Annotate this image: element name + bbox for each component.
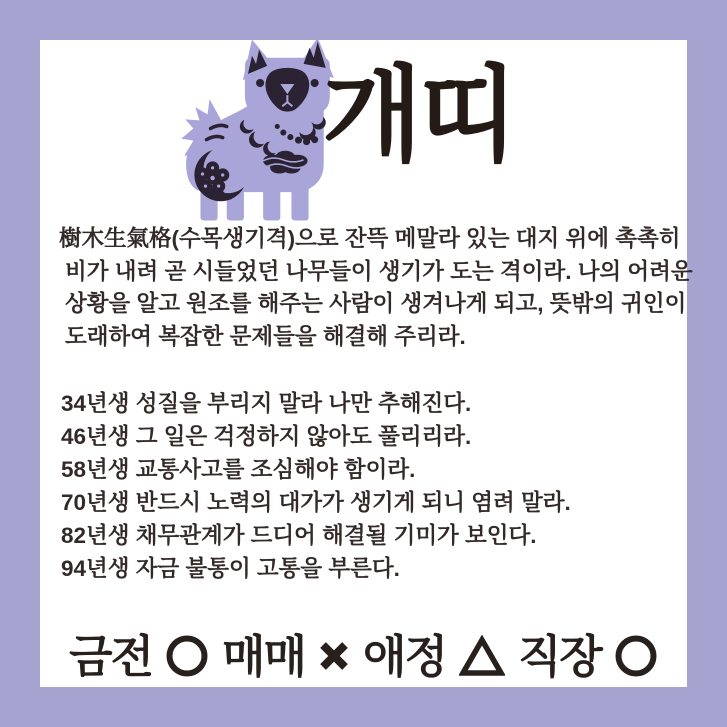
year-fortune-line: 70년생 반드시 노력의 대가가 생기게 되니 염려 말라. — [61, 490, 571, 515]
year-fortune-line: 82년생 채무관계가 드디어 해결될 기미가 보인다. — [61, 523, 537, 548]
verdict-label-love: 애정 — [363, 630, 446, 682]
intro-line: 상황을 알고 원조를 해주는 사람이 생겨나게 되고, 뜻밖의 귀인이 — [65, 291, 687, 316]
intro-line: 樹木生氣格(수목생기격)으로 잔뜩 메말라 있는 대지 위에 촉촉히 — [59, 226, 681, 251]
verdict-row — [40, 618, 687, 694]
zodiac-card — [40, 40, 693, 687]
dog-zodiac-illustration — [156, 35, 348, 223]
cross-icon — [318, 640, 350, 672]
intro-line: 비가 내려 곧 시들었던 나무들이 생기가 도는 격이라. 나의 어려운 — [65, 258, 693, 284]
dog-eye-right — [311, 79, 319, 87]
triangle-icon — [459, 635, 505, 677]
intro-line: 도래하여 복잡한 문제들을 해결해 주리라. — [65, 323, 466, 349]
year-fortune-list — [61, 387, 673, 585]
dog-eye-left — [256, 79, 264, 87]
verdict-label-trade: 매매 — [222, 630, 305, 682]
intro-paragraph — [59, 223, 693, 353]
year-fortune-line: 46년생 그 일은 걱정하지 않아도 풀리리라. — [61, 424, 472, 449]
circle-icon — [614, 634, 658, 678]
page-title: 개띠 — [322, 58, 515, 174]
year-fortune-line: 58년생 교통사고를 조심해야 함이라. — [61, 457, 416, 482]
year-fortune-line: 94년생 자금 불통이 고통을 부른다. — [61, 556, 400, 581]
verdict-label-work: 직장 — [517, 630, 601, 682]
circle-icon — [165, 634, 209, 678]
year-fortune-line: 34년생 성질을 부리지 말라 나만 추해진다. — [61, 391, 472, 416]
verdict-label-money: 금전 — [69, 630, 153, 682]
